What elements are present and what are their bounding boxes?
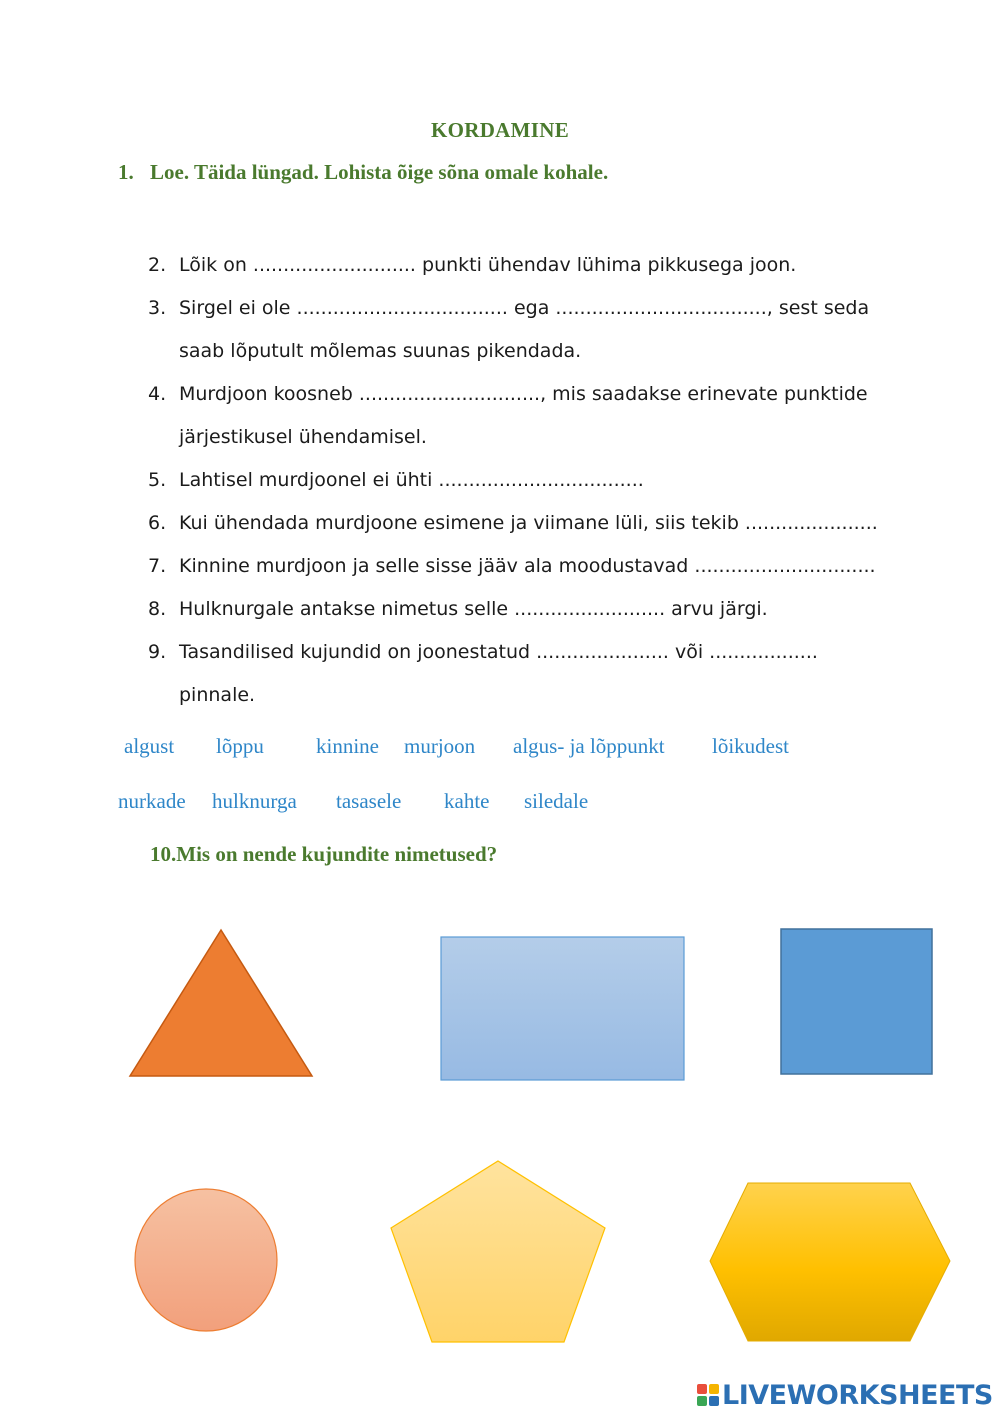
rectangle-rect: [441, 937, 684, 1080]
task-1-heading: [118, 160, 608, 185]
word-chip-hulknurga[interactable]: hulknurga: [212, 789, 297, 813]
list-item: [148, 287, 908, 373]
list-item: [148, 373, 908, 459]
item-text: Kui ühendada murdjoone esimene ja viimane lüli, siis tekib ......................: [179, 512, 878, 534]
task-1-instruction: Loe. Täida lüngad. Lohista õige sõna omale kohale.: [150, 160, 609, 184]
hexagon-shape: [708, 1181, 952, 1343]
word-chip-algus-ja-loppunkt[interactable]: algus- ja lõppunkt: [513, 734, 665, 758]
logo-square-green: [697, 1396, 707, 1406]
word-chip-murjoon[interactable]: murjoon: [404, 734, 476, 758]
word-chip-loppu[interactable]: lõppu: [216, 734, 264, 758]
item-number: 8.: [148, 598, 167, 620]
word-chip-loikudest[interactable]: lõikudest: [712, 734, 789, 758]
logo-square-red: [697, 1384, 707, 1394]
list-item: [148, 588, 908, 631]
task-10-heading: 10.Mis on nende kujundite nimetused?: [150, 842, 498, 866]
item-text: Hulknurgale antakse nimetus selle ......................... arvu järgi.: [179, 598, 768, 620]
word-chip-kahte[interactable]: kahte: [444, 789, 490, 813]
triangle-shape: [128, 928, 314, 1078]
word-chip-siledale[interactable]: siledale: [524, 789, 589, 813]
item-number: 5.: [148, 469, 167, 491]
item-text: Murdjoon koosneb .............................., mis saadakse erinevate punktide: [179, 383, 868, 405]
item-text-continued: saab lõputult mõlemas suunas pikendada.: [179, 340, 582, 362]
pentagon-shape: [389, 1159, 607, 1345]
item-text: Tasandilised kujundid on joonestatud ...................... või ..................: [179, 641, 818, 663]
word-chip-nurkade[interactable]: nurkade: [118, 789, 186, 813]
hexagon-polygon: [710, 1183, 950, 1341]
circle-shape: [133, 1187, 279, 1333]
logo-square-blue: [709, 1396, 719, 1406]
item-number: 7.: [148, 555, 167, 577]
logo-square-yellow: [709, 1384, 719, 1394]
item-number: 3.: [148, 297, 167, 319]
item-number: 2.: [148, 254, 167, 276]
item-number: 9.: [148, 641, 167, 663]
item-text: Lõik on ........................... punkti ühendav lühima pikkusega joon.: [179, 254, 797, 276]
item-number: 4.: [148, 383, 167, 405]
square-rect: [781, 929, 932, 1074]
liveworksheets-logo: [697, 1378, 993, 1412]
item-text-continued: pinnale.: [179, 684, 256, 706]
list-item: [148, 502, 908, 545]
task-1-number: 1.: [118, 160, 134, 184]
logo-mark-icon: [697, 1384, 719, 1406]
item-text-continued: järjestikusel ühendamisel.: [179, 426, 427, 448]
square-shape: [780, 928, 934, 1076]
list-item: [148, 459, 908, 502]
list-item: [148, 545, 908, 588]
item-text: Lahtisel murdjoonel ei ühti ..................................: [179, 469, 644, 491]
page-title: KORDAMINE: [430, 118, 570, 142]
word-chip-tasasele[interactable]: tasasele: [336, 789, 402, 813]
word-chip-algust[interactable]: algust: [124, 734, 175, 758]
circle-circle: [135, 1189, 277, 1331]
item-text: Sirgel ei ole ................................... ega ..................................., sest seda: [179, 297, 870, 319]
item-text: Kinnine murdjoon ja selle sisse jääv ala moodustavad ..............................: [179, 555, 876, 577]
list-item: [148, 244, 908, 287]
logo-text: LIVEWORKSHEETS: [722, 1379, 993, 1411]
item-number: 6.: [148, 512, 167, 534]
fill-in-list: [148, 244, 908, 717]
triangle-polygon: [130, 930, 312, 1076]
pentagon-polygon: [391, 1161, 605, 1342]
word-chip-kinnine[interactable]: kinnine: [316, 734, 379, 758]
list-item: [148, 631, 908, 717]
rectangle-shape: [440, 936, 686, 1082]
